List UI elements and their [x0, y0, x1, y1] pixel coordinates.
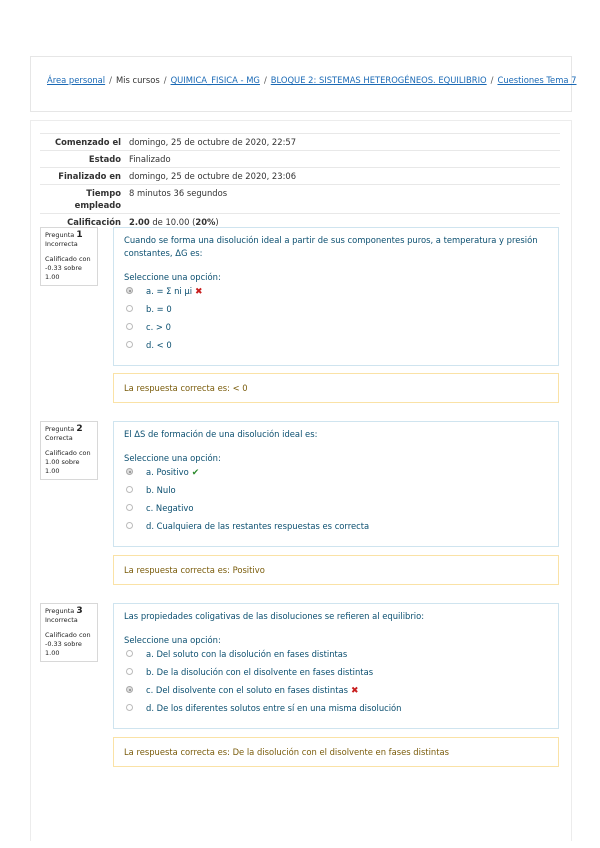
summary-row-finished — [40, 168, 560, 185]
answer-option[interactable] — [124, 645, 548, 663]
summary-label: Finalizado en — [40, 168, 125, 185]
radio-button[interactable] — [126, 341, 133, 348]
radio-button[interactable] — [126, 650, 133, 657]
breadcrumb-separator: / — [163, 75, 167, 85]
summary-value: domingo, 25 de octubre de 2020, 22:57 — [125, 134, 560, 151]
question-text: Las propiedades coligativas de las disoluciones se refieren al equilibrio: — [124, 611, 425, 621]
summary-label: Comenzado el — [40, 134, 125, 151]
question-number: 1 — [76, 230, 83, 240]
correct-answer-feedback-2: La respuesta correcta es: Positivo — [113, 555, 559, 585]
question-label: Pregunta — [45, 231, 75, 239]
question-prompt: Seleccione una opción: — [124, 272, 221, 282]
summary-label: Tiempo empleado — [40, 185, 125, 214]
option-label: b. De la disolución con el disolvente en fases distintas — [146, 667, 374, 677]
incorrect-icon: ✖ — [195, 287, 203, 297]
option-label: b. = 0 — [146, 304, 172, 314]
radio-button[interactable] — [126, 504, 133, 511]
grade-score: 2.00 — [129, 217, 150, 227]
question-grade-value: -0.33 sobre 1.00 — [45, 640, 82, 657]
correct-check-icon: ✔ — [191, 468, 200, 478]
radio-button[interactable] — [126, 704, 133, 711]
answer-option[interactable] — [124, 463, 548, 481]
correct-answer-feedback-3: La respuesta correcta es: De la disolución con el disolvente en fases distintas — [113, 737, 559, 767]
summary-value: Finalizado — [125, 151, 560, 168]
option-label: a. Del soluto con la disolución en fases distintas — [146, 649, 348, 659]
question-box-3 — [113, 603, 559, 729]
question-grade: Calificado con — [45, 449, 91, 457]
summary-value: 8 minutos 36 segundos — [125, 185, 560, 214]
question-text: Cuando se forma una disolución ideal a partir de sus componentes puros, a temperatura y presión constantes, ΔG es: — [124, 235, 538, 258]
question-label: Pregunta — [45, 425, 75, 433]
answer-option[interactable] — [124, 681, 548, 699]
breadcrumb-section-link[interactable]: BLOQUE 2: SISTEMAS HETEROGÉNEOS. EQUILIBRIO — [270, 75, 487, 85]
question-text: El ΔS de formación de una disolución ideal es: — [124, 429, 318, 439]
option-label: d. De los diferentes solutos entre sí en una misma disolución — [146, 703, 402, 713]
option-label: b. Nulo — [146, 485, 176, 495]
question-grade-value: -0.33 sobre 1.00 — [45, 264, 82, 281]
summary-label: Calificación — [40, 214, 125, 231]
question-state: Correcta — [45, 434, 73, 442]
question-prompt: Seleccione una opción: — [124, 635, 221, 645]
question-grade: Calificado con — [45, 631, 91, 639]
answer-option[interactable] — [124, 499, 548, 517]
answer-option[interactable] — [124, 699, 548, 717]
attempt-summary-table — [40, 133, 560, 230]
option-label: c. Del disolvente con el soluto en fases distintas — [146, 685, 348, 695]
question-state: Incorrecta — [45, 616, 78, 624]
breadcrumb-course-link[interactable]: QUIMICA_FISICA - MG — [170, 75, 260, 85]
option-label: d. Cualquiera de las restantes respuestas es correcta — [146, 521, 370, 531]
radio-button[interactable] — [126, 468, 133, 475]
radio-button[interactable] — [126, 323, 133, 330]
answer-option[interactable] — [124, 481, 548, 499]
answer-option[interactable] — [124, 282, 548, 300]
radio-button[interactable] — [126, 287, 133, 294]
option-label: d. < 0 — [146, 340, 172, 350]
breadcrumb — [47, 75, 577, 85]
breadcrumb-quiz-link[interactable]: Cuestiones Tema 7 — [497, 75, 577, 85]
question-box-2 — [113, 421, 559, 547]
question-info-2 — [40, 421, 98, 480]
question-state: Incorrecta — [45, 240, 78, 248]
question-info-1 — [40, 227, 98, 286]
option-label: a. = Σ ni μi — [146, 286, 193, 296]
radio-button[interactable] — [126, 305, 133, 312]
answer-option[interactable] — [124, 318, 548, 336]
breadcrumb-separator: / — [490, 75, 494, 85]
question-label: Pregunta — [45, 607, 75, 615]
answer-option[interactable] — [124, 336, 548, 354]
answer-option[interactable] — [124, 300, 548, 318]
incorrect-icon: ✖ — [350, 686, 359, 696]
question-number: 3 — [76, 606, 83, 616]
grade-max: de 10.00 ( — [149, 217, 196, 227]
radio-button[interactable] — [126, 686, 133, 693]
breadcrumb-separator: / — [109, 75, 112, 85]
summary-value: domingo, 25 de octubre de 2020, 23:06 — [125, 168, 560, 185]
grade-close: ) — [215, 217, 219, 227]
option-label: c. Negativo — [146, 503, 194, 513]
breadcrumb-my-courses: Mis cursos — [115, 75, 160, 85]
answer-option[interactable] — [124, 663, 548, 681]
question-grade-value: 1.00 sobre 1.00 — [45, 458, 80, 475]
option-label: a. Positivo — [146, 467, 189, 477]
grade-percent: 20% — [195, 217, 216, 227]
question-prompt: Seleccione una opción: — [124, 453, 221, 463]
answer-option[interactable] — [124, 517, 548, 535]
question-grade: Calificado con — [45, 255, 91, 263]
radio-button[interactable] — [126, 668, 133, 675]
correct-answer-feedback-1: La respuesta correcta es: < 0 — [113, 373, 559, 403]
breadcrumb-home-link[interactable]: Área personal — [47, 75, 106, 85]
question-info-3 — [40, 603, 98, 662]
summary-row-time — [40, 185, 560, 214]
question-box-1 — [113, 227, 559, 366]
question-number: 2 — [76, 424, 83, 434]
summary-row-state — [40, 151, 560, 168]
breadcrumb-separator: / — [263, 75, 267, 85]
radio-button[interactable] — [126, 486, 133, 493]
radio-button[interactable] — [126, 522, 133, 529]
summary-label: Estado — [40, 151, 125, 168]
summary-row-started — [40, 134, 560, 151]
option-label: c. > 0 — [146, 322, 171, 332]
